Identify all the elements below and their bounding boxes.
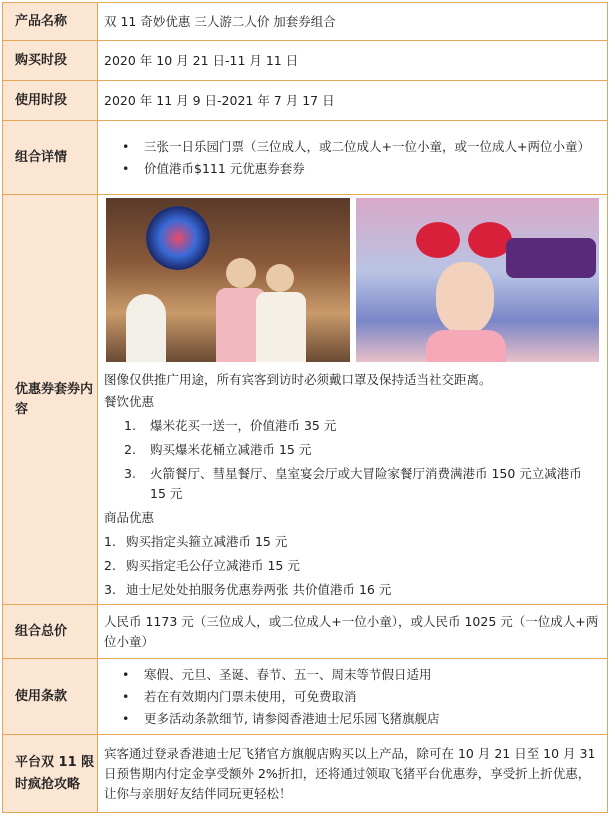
list-item — [104, 532, 599, 552]
product-info-table — [2, 2, 608, 813]
promo-photos — [106, 198, 599, 362]
list-item — [104, 556, 599, 576]
row-purchase — [3, 41, 608, 81]
minnie-ear — [416, 222, 460, 258]
person-body — [426, 330, 506, 362]
list-item — [104, 440, 599, 460]
dining-list — [104, 416, 599, 504]
row-label: 平台双 11 限时疯抢攻略 — [3, 735, 98, 813]
row-value: 人民币 1173 元（三位成人，或二位成人+一位小童），或人民币 1025 元（一位成人+两位小童） — [98, 605, 608, 659]
list-number: 3. — [124, 465, 136, 481]
statue — [126, 294, 166, 362]
goods-list — [104, 532, 599, 600]
row-coupon — [3, 195, 608, 605]
minnie-ear — [468, 222, 512, 258]
person-face — [436, 262, 494, 334]
list-item: • 寒假、元旦、圣诞、春节、五一、周末等节假日适用 — [144, 665, 599, 685]
goods-title: 商品优惠 — [104, 509, 155, 525]
list-number: 2. — [124, 441, 136, 457]
row-product — [3, 3, 608, 41]
row-value: 宾客通过登录香港迪士尼飞猪官方旗舰店购买以上产品，除可在 10 月 21 日至 10 月 31 日预售期内付定金享受额外 2%折扣，还将通过领取飞猪平台优惠券，享受折上折优惠，让你与亲朋好友结伴同玩更轻松！ — [98, 735, 608, 813]
row-price — [3, 605, 608, 659]
dining-title: 餐饮优惠 — [104, 393, 155, 409]
list-number: 3. — [104, 581, 116, 597]
list-number: 2. — [104, 557, 116, 573]
row-label: 优惠券套券内容 — [3, 195, 98, 605]
row-label: 使用条款 — [3, 659, 98, 735]
list-text: 迪士尼处处拍服务优惠券两张 共价值港币 16 元 — [126, 581, 392, 597]
stained-glass-window — [146, 206, 210, 270]
row-value — [98, 195, 608, 605]
list-text: 火箭餐厅、彗星餐厅、皇室宴会厅或大冒险家餐厅消费满港币 150 元立减港币 15 元 — [150, 465, 582, 501]
row-label: 使用时段 — [3, 81, 98, 121]
banquet-sign — [506, 238, 596, 278]
row-terms — [3, 659, 608, 735]
row-value — [98, 659, 608, 735]
details-list — [104, 137, 599, 179]
list-text: 购买指定头箍立减港币 15 元 — [126, 533, 288, 549]
person-body — [256, 292, 306, 362]
list-item — [104, 464, 599, 504]
person-head — [266, 264, 294, 292]
list-item: • 若在有效期内门票未使用，可免费取消 — [144, 687, 599, 707]
castle-dining-photo — [106, 198, 350, 362]
banquet-hall-photo — [356, 198, 600, 362]
row-value: 2020 年 11 月 9 日-2021 年 7 月 17 日 — [98, 81, 608, 121]
row-label: 组合详情 — [3, 121, 98, 195]
list-item: • 价值港币$111 元优惠券套券 — [144, 159, 599, 179]
row-platform — [3, 735, 608, 813]
list-number: 1. — [104, 533, 116, 549]
list-number: 1. — [124, 417, 136, 433]
row-label: 购买时段 — [3, 41, 98, 81]
row-value: 2020 年 10 月 21 日-11 月 11 日 — [98, 41, 608, 81]
row-details — [3, 121, 608, 195]
list-text: 购买爆米花桶立减港币 15 元 — [150, 441, 312, 457]
list-text: 爆米花买一送一，价值港币 35 元 — [150, 417, 337, 433]
list-item — [104, 580, 599, 600]
row-label: 产品名称 — [3, 3, 98, 41]
list-item: • 更多活动条款细节, 请参阅香港迪士尼乐园飞猪旗舰店 — [144, 709, 599, 729]
row-value — [98, 121, 608, 195]
list-item: • 三张一日乐园门票（三位成人，或二位成人+一位小童，或一位成人+两位小童） — [144, 137, 599, 157]
list-item — [104, 416, 599, 436]
person-head — [226, 258, 256, 288]
terms-list — [104, 665, 599, 729]
row-value: 双 11 奇妙优惠 三人游二人价 加套券组合 — [98, 3, 608, 41]
list-text: 购买指定毛公仔立减港币 15 元 — [126, 557, 300, 573]
disclaimer-text: 图像仅供推广用途，所有宾客到访时必须戴口罩及保持适当社交距离。 — [104, 371, 492, 387]
row-usage — [3, 81, 608, 121]
row-label: 组合总价 — [3, 605, 98, 659]
